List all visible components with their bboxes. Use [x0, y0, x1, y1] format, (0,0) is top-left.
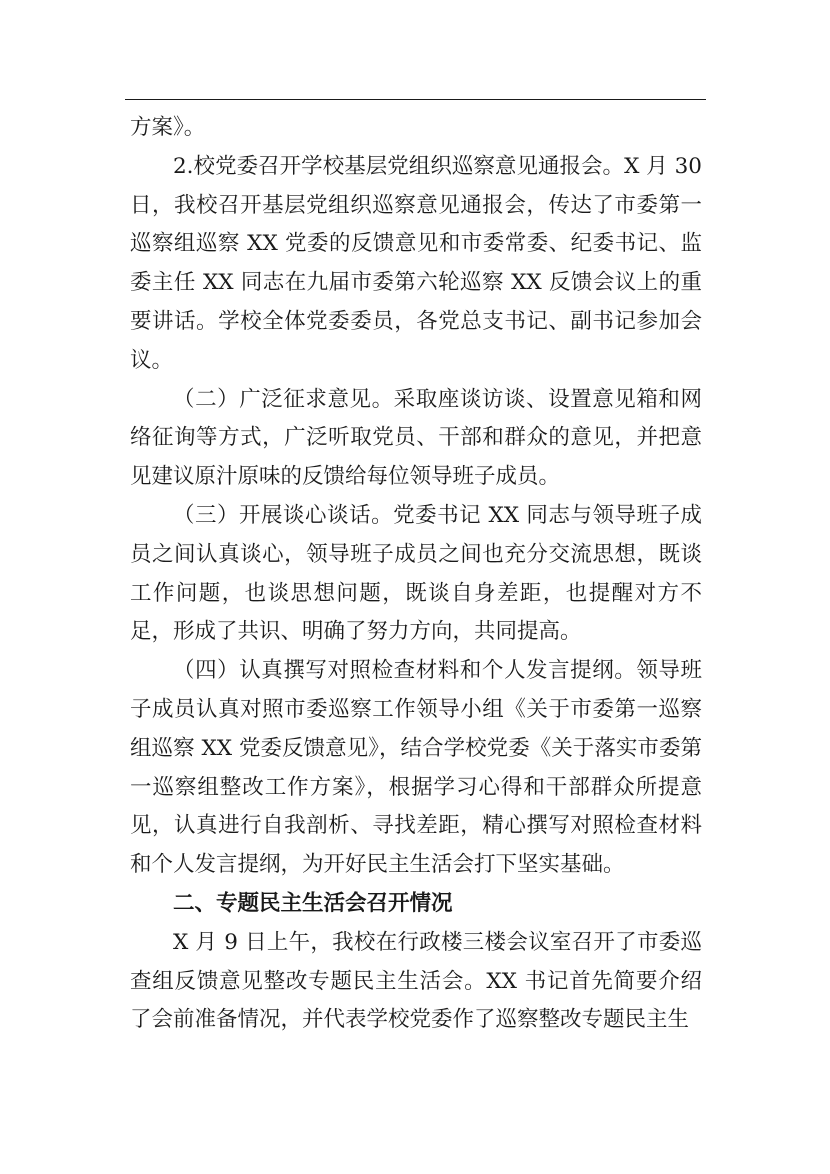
paragraph-briefing-meeting: 2.校党委召开学校基层党组织巡察意见通报会。X 月 30 日，我校召开基层党组织巡察意见通报会，传达了市委第一巡察组巡察 XX 党委的反馈意见和市委常委、纪委书记、监委主任 XX 同志在九届市委第六轮巡察 XX 反馈会议上的重要讲话。学校全体党委委员，各党总支书记、副书记参加会议。 [130, 153, 702, 373]
header-rule [125, 99, 706, 100]
paragraph-self-inspection-materials: （四）认真撰写对照检查材料和个人发言提纲。领导班子成员认真对照市委巡察工作领导小组《关于市委第一巡察组巡察 XX 党委反馈意见》，结合学校党委《关于落实市委第一巡察组整改工作方案》，根据学习心得和干部群众所提意见，认真进行自我剖析、寻找差距，精心撰写对照检查材料和个人发言提纲，为开好民主生活会打下坚实基础。 [130, 658, 702, 878]
paragraph-heart-to-heart-talks: （三）开展谈心谈话。党委书记 XX 同志与领导班子成员之间认真谈心，领导班子成员之间也充分交流思想，既谈工作问题，也谈思想问题，既谈自身差距，也提醒对方不足，形成了共识、明确了努力方向，共同提高。 [130, 502, 702, 645]
paragraph-solicit-opinions: （二）广泛征求意见。采取座谈访谈、设置意见箱和网络征询等方式，广泛听取党员、干部和群众的意见，并把意见建议原汁原味的反馈给每位领导班子成员。 [130, 386, 702, 490]
paragraph-continuation: 方案》。 [130, 115, 206, 140]
section-heading: 二、专题民主生活会召开情况 [173, 890, 453, 916]
document-body [130, 109, 702, 1040]
paragraph-meeting-held: X 月 9 日上午，我校在行政楼三楼会议室召开了市委巡查组反馈意见整改专题民主生活会。XX 书记首先简要介绍了会前准备情况，并代表学校党委作了巡察整改专题民主生 [130, 929, 702, 1033]
